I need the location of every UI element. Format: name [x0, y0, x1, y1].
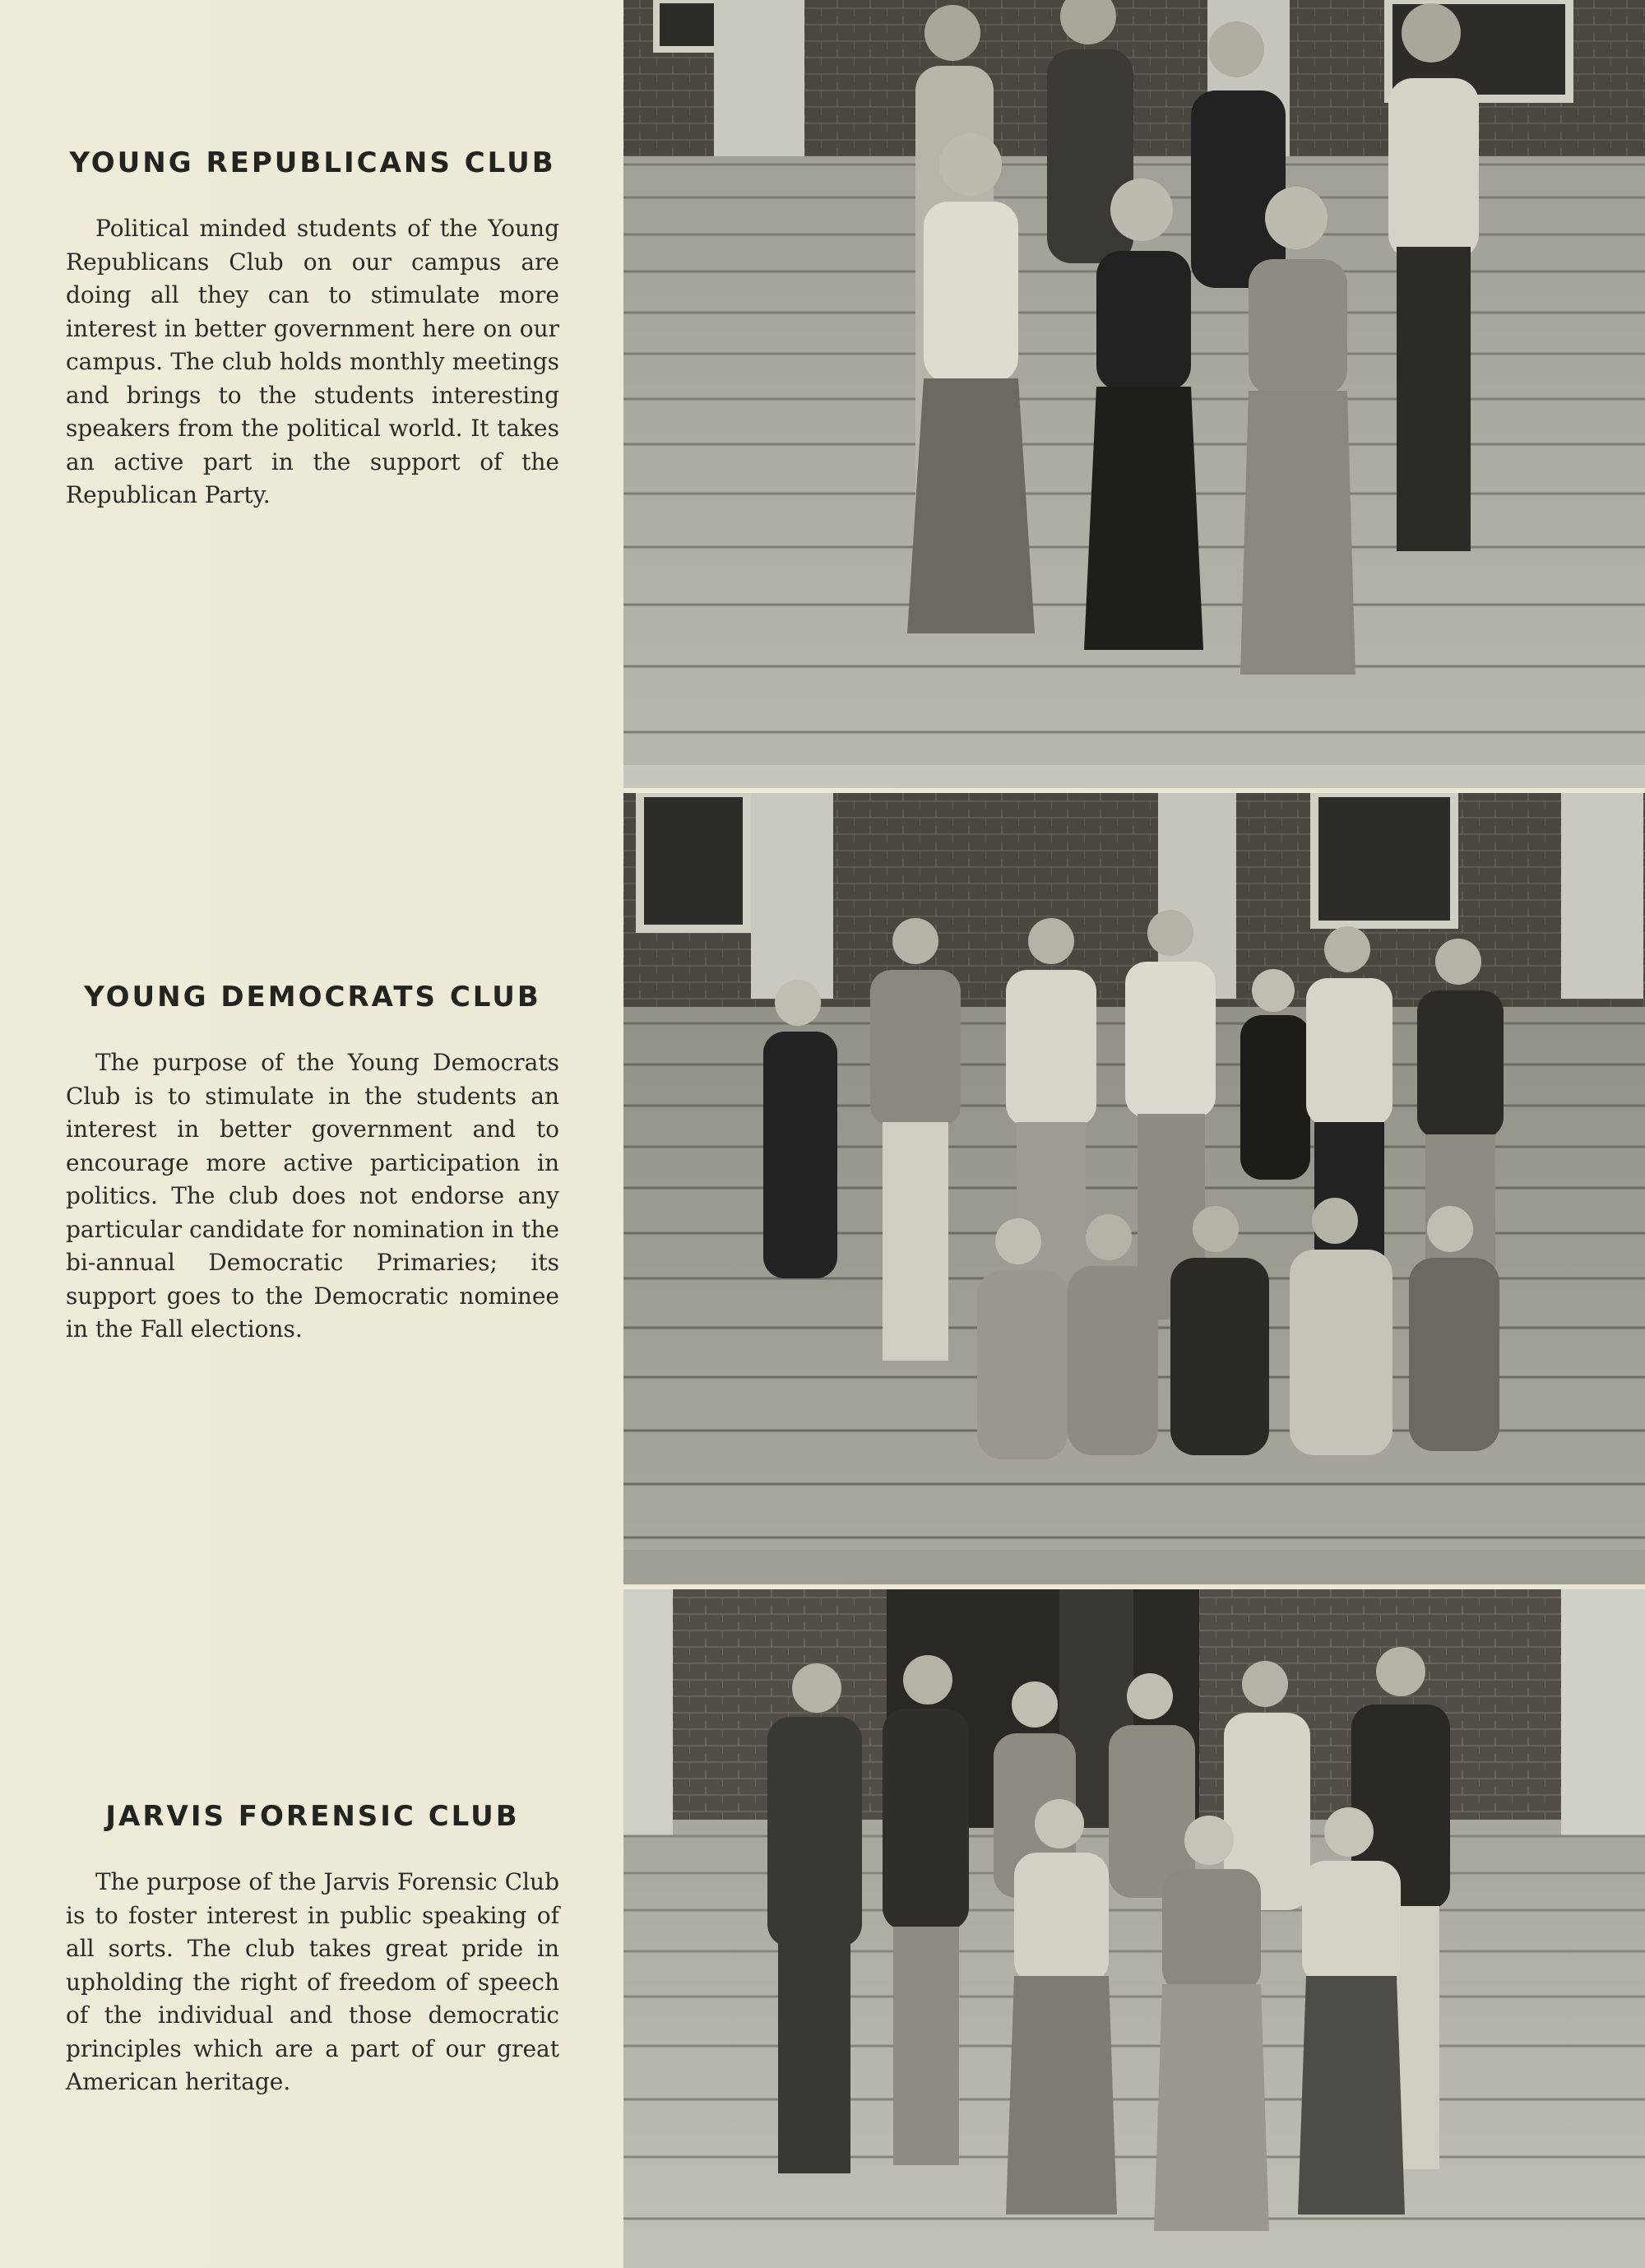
young-democrats-group-photo — [623, 793, 1645, 1584]
front-row-figures — [1006, 1799, 1405, 2231]
group-photo-illustration — [623, 793, 1645, 1584]
front-row-figures — [907, 133, 1355, 675]
young-republicans-description: Political minded students of the Young Republicans Club on our campus are doing all they can to stimulate more interest in better government here on our campus. The club holds monthly meetings and brings to the students interesting speakers from the political world. It takes an active part in the support of the Republican Party. — [66, 215, 559, 508]
group-photo-illustration — [623, 0, 1645, 788]
text-column — [0, 0, 622, 2268]
group-photo-illustration — [623, 1589, 1645, 2268]
young-democrats-description: The purpose of the Young Democrats Club is to stimulate in the students an interest in better government and to encourage more active participation in politics. The club does not endorse any particular candidate for nomination in the bi-annual Democratic Primaries; its support goes to the Democratic nominee in the Fall elections. — [66, 1049, 559, 1343]
young-democrats-section — [66, 981, 559, 1347]
young-republicans-group-photo — [623, 0, 1645, 788]
jarvis-forensic-heading: JARVIS FORENSIC CLUB — [105, 1800, 520, 1833]
jarvis-forensic-section — [66, 1800, 559, 2099]
young-republicans-heading: YOUNG REPUBLICANS CLUB — [69, 146, 556, 179]
jarvis-forensic-group-photo — [623, 1589, 1645, 2268]
young-republicans-section — [66, 146, 559, 513]
jarvis-forensic-description: The purpose of the Jarvis Forensic Club is to foster interest in public speaking of all sorts. The club takes great pride in upholding the right of freedom of speech of the individual and those democratic principles which are a part of our great American heritage. — [66, 1868, 559, 2095]
young-democrats-heading: YOUNG DEMOCRATS CLUB — [84, 981, 541, 1013]
